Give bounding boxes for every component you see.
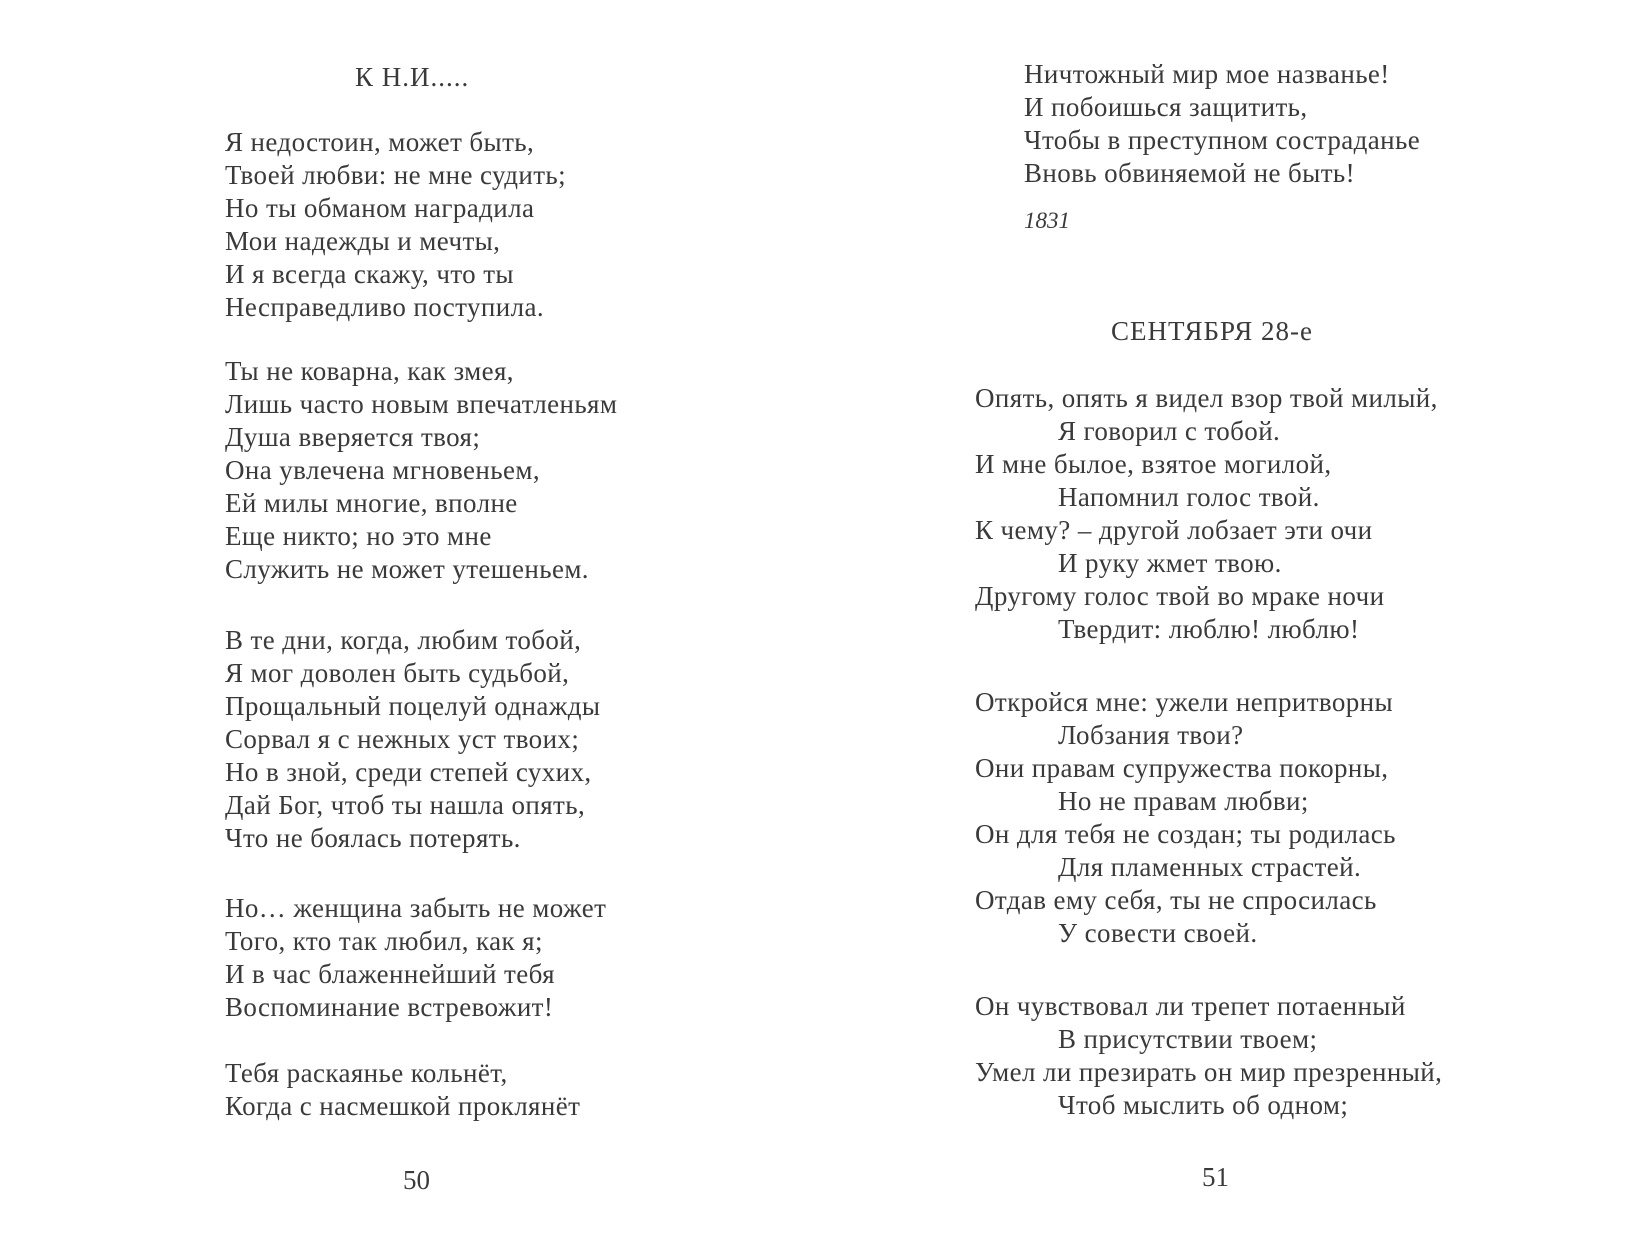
poem-line: Другому голос твой во мраке ночи <box>975 581 1385 611</box>
poem-line: Сорвал я с нежных уст твоих; <box>225 724 580 754</box>
poem-line: В присутствии твоем; <box>1058 1024 1318 1054</box>
poem-line: Он для тебя не создан; ты родилась <box>975 819 1396 849</box>
poem-line: Я мог доволен быть судьбой, <box>225 658 570 688</box>
poem-line: Я недостоин, может быть, <box>225 127 535 157</box>
poem-line: Опять, опять я видел взор твой милый, <box>975 383 1438 413</box>
poem-line: Воспоминание встревожит! <box>225 992 554 1022</box>
poem-title: СЕНТЯБРЯ 28-е <box>1111 316 1314 346</box>
page-number: 51 <box>1202 1162 1229 1192</box>
poem-line: Когда с насмешкой проклянёт <box>225 1091 581 1121</box>
poem-line: Несправедливо поступила. <box>225 292 545 322</box>
poem-line: У совести своей. <box>1058 918 1258 948</box>
poem-line: Твоей любви: не мне судить; <box>225 160 567 190</box>
poem-line: Лишь часто новым впечатленьям <box>225 389 618 419</box>
right-page <box>814 0 1628 1258</box>
poem-line: Но не правам любви; <box>1058 786 1309 816</box>
poem-line: Откройся мне: ужели непритворны <box>975 687 1394 717</box>
poem-line: Ты не коварна, как змея, <box>225 356 514 386</box>
page-number: 50 <box>403 1165 430 1195</box>
poem-title: К Н.И..... <box>355 62 470 92</box>
poem-line: Чтоб мыслить об одном; <box>1058 1090 1349 1120</box>
poem-line: Служить не может утешеньем. <box>225 554 589 584</box>
poem-date: 1831 <box>1024 208 1070 233</box>
poem-line: Для пламенных страстей. <box>1058 852 1362 882</box>
poem-line: В те дни, когда, любим тобой, <box>225 625 582 655</box>
poem-line: Мои надежды и мечты, <box>225 226 501 256</box>
poem-line: И руку жмет твою. <box>1058 548 1282 578</box>
poem-line: Но… женщина забыть не может <box>225 893 607 923</box>
poem-line: Дай Бог, чтоб ты нашла опять, <box>225 790 586 820</box>
poem-line: Они правам супружества покорны, <box>975 753 1389 783</box>
poem-line: И я всегда скажу, что ты <box>225 259 514 289</box>
poem-line: Отдав ему себя, ты не спросилась <box>975 885 1377 915</box>
poem-line: Чтобы в преступном состраданье <box>1024 125 1421 155</box>
poem-line: Но ты обманом наградила <box>225 193 535 223</box>
poem-line: Еще никто; но это мне <box>225 521 492 551</box>
poem-line: Умел ли презирать он мир презренный, <box>975 1057 1443 1087</box>
poem-line: Лобзания твои? <box>1058 720 1244 750</box>
poem-line: Что не боялась потерять. <box>225 823 521 853</box>
poem-line: Прощальный поцелуй однажды <box>225 691 601 721</box>
poem-line: Душа вверяется твоя; <box>225 422 481 452</box>
poem-line: Тебя раскаянье кольнёт, <box>225 1058 508 1088</box>
poem-line: И мне былое, взятое могилой, <box>975 449 1332 479</box>
poem-line: Напомнил голос твой. <box>1058 482 1320 512</box>
poem-line: Она увлечена мгновеньем, <box>225 455 540 485</box>
poem-line: Он чувствовал ли трепет потаенный <box>975 991 1406 1021</box>
poem-line: Вновь обвиняемой не быть! <box>1024 158 1356 188</box>
poem-line: Я говорил с тобой. <box>1058 416 1281 446</box>
poem-line: Того, кто так любил, как я; <box>225 926 543 956</box>
poem-line: Твердит: люблю! люблю! <box>1058 614 1360 644</box>
poem-line: Ничтожный мир мое названье! <box>1024 59 1390 89</box>
poem-line: И побоишься защитить, <box>1024 92 1308 122</box>
poem-line: К чему? – другой лобзает эти очи <box>975 515 1373 545</box>
poem-line: Ей милы многие, вполне <box>225 488 518 518</box>
poem-line: Но в зной, среди степей сухих, <box>225 757 592 787</box>
poem-line: И в час блаженнейший тебя <box>225 959 555 989</box>
